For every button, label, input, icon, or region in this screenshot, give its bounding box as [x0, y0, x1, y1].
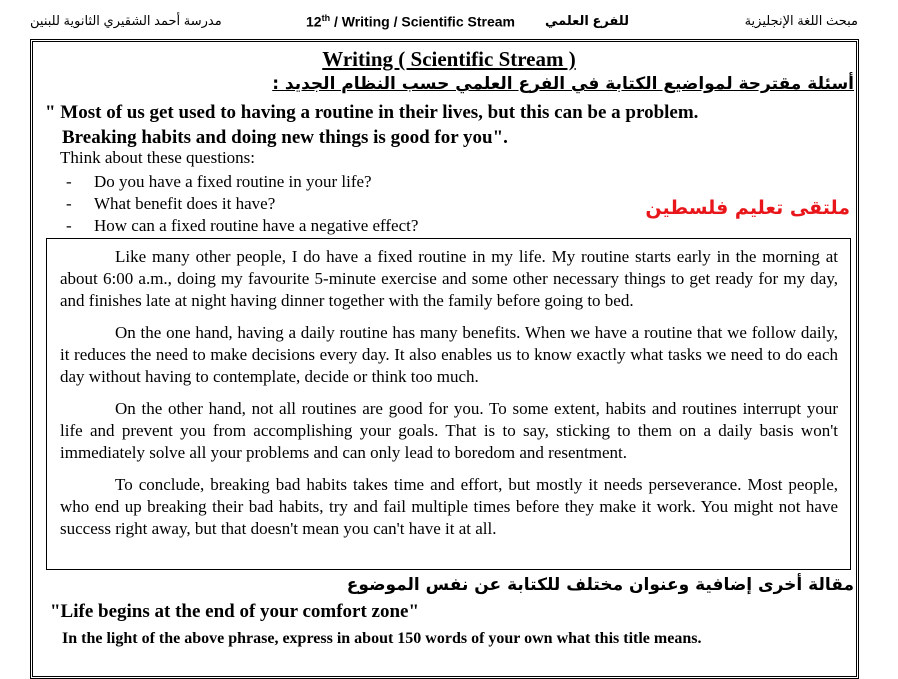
course-title [306, 13, 515, 30]
stream-label-ar: للفرع العلمي [545, 13, 629, 28]
list-item: - How can a fixed routine have a negative effect? [66, 216, 419, 235]
watermark-text: ملتقى تعليم فلسطين [645, 197, 850, 219]
department-name: مبحث اللغة الإنجليزية [744, 13, 858, 28]
prompt-line-1: " Most of us get used to having a routine in their lives, but this can be a problem. [45, 102, 699, 123]
grade-suffix: th [321, 13, 331, 23]
essay-paragraph: To conclude, breaking bad habits takes time and effort, but mostly it needs perseverance. Most people, who end up breaking their bad habits, try and fail multiple times before they make it work. You might not have success right away, but that doesn't mean you can't have it at all. [60, 475, 838, 538]
page-title: Writing ( Scientific Stream ) [322, 47, 576, 71]
list-item: - What benefit does it have? [66, 194, 276, 213]
arabic-subheading: مقالة أخرى إضافية وعنوان مختلف للكتابة عن نفس الموضوع [346, 575, 854, 595]
question-text: How can a fixed routine have a negative effect? [94, 216, 419, 235]
page-header [0, 0, 898, 40]
course-label: / Writing / Scientific Stream [330, 13, 515, 30]
essay-paragraph: On the other hand, not all routines are good for you. To some extent, habits and routines interrupt your life and prevent you from accomplishing your goals. That is to say, sticking to them on a daily basis won't immediately solve all your problems and can only lead to boredom and resentment. [60, 399, 838, 462]
prompt-line-2: Breaking habits and doing new things is good for you". [62, 127, 508, 148]
essay-paragraph: Like many other people, I do have a fixed routine in my life. My routine starts early in the morning at about 6:00 a.m., doing my favourite 5-minute exercise and some other necessary things to get ready for my day, and finishes late at night having dinner together with the family before going to bed. [60, 247, 838, 310]
school-name: مدرسة أحمد الشقيري الثانوية للبنين [30, 13, 222, 28]
second-topic-task: In the light of the above phrase, express in about 150 words of your own what this title means. [62, 630, 702, 647]
question-list [66, 171, 418, 237]
model-essay-box [46, 238, 851, 570]
arabic-heading: أسئلة مقترحة لمواضيع الكتابة في الفرع العلمي حسب النظام الجديد : [272, 74, 854, 94]
question-text: Do you have a fixed routine in your life? [94, 172, 372, 191]
writing-prompt [45, 100, 698, 150]
grade-number: 12 [306, 13, 322, 30]
list-item: - Do you have a fixed routine in your life? [66, 172, 372, 191]
essay-paragraph: On the one hand, having a daily routine has many benefits. When we have a routine that we follow daily, it reduces the need to make decisions every day. It also enables us to know exactly what tasks we need to do each day without having to contemplate, decide or think too much. [60, 323, 838, 386]
second-topic-quote: "Life begins at the end of your comfort zone" [50, 601, 420, 622]
question-text: What benefit does it have? [94, 194, 276, 213]
think-label: Think about these questions: [60, 148, 256, 167]
